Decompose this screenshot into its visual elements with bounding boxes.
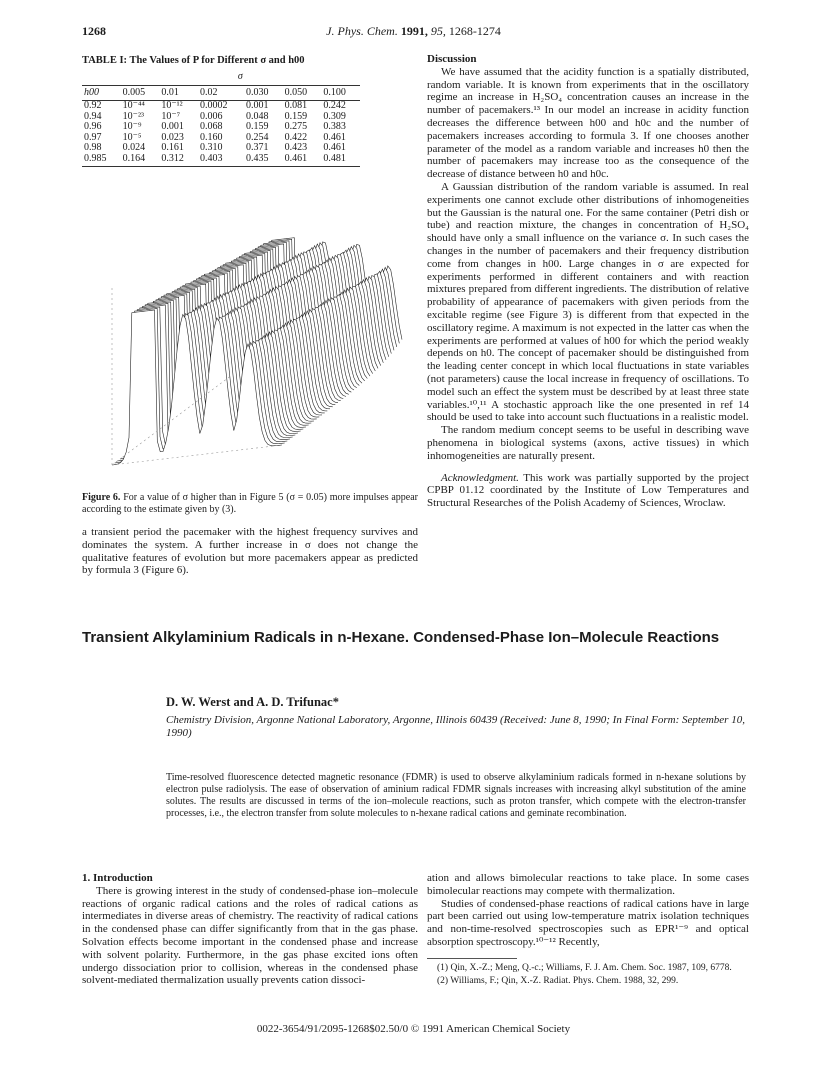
probability-table bbox=[82, 72, 360, 167]
table-cell: 10⁻⁴⁴ bbox=[122, 100, 145, 111]
table-cell: 0.461 bbox=[323, 131, 346, 143]
author-affiliation: Chemistry Division, Argonne National Laboratory, Argonne, Illinois 60439 (Received: June 8, 1990; In Final Form: September 10, 1990) bbox=[166, 714, 745, 739]
introduction-paragraph-2: Studies of condensed-phase reactions of radical cations have in large part been carried out using low-temperature matrix isolation techniques and non-time-resolved spectroscopies such as EPR¹⁻⁹ and optical absorption spectroscopy.¹⁰⁻¹² Recently, bbox=[427, 897, 749, 948]
table-cell: 0.006 bbox=[200, 110, 223, 122]
footnote-rule bbox=[427, 958, 517, 959]
table-cell: 0.068 bbox=[200, 121, 223, 132]
table-cell: 10⁻⁵ bbox=[122, 131, 142, 143]
acknowledgment-text: This work was partially supported by the project CPBP 01.12 coordinated by the Institute of Low Temperatures and Structural Researches of the Polish Academy of Sciences, Wroclaw. bbox=[427, 471, 749, 510]
acknowledgment-label: Acknowledgment. bbox=[441, 471, 519, 484]
row-h00-value: 0.985 bbox=[82, 154, 121, 167]
article-authors: D. W. Werst and A. D. Trifunac* bbox=[166, 695, 339, 709]
wave-surface-plot bbox=[82, 195, 418, 491]
sigma-col-header: 0.01 bbox=[159, 85, 198, 101]
table-row bbox=[82, 143, 360, 154]
discussion-section bbox=[427, 53, 749, 510]
sigma-col-header: 0.02 bbox=[198, 85, 244, 101]
h00-header: h00 bbox=[82, 85, 121, 101]
running-header bbox=[0, 24, 827, 39]
table-cell: 0.0002 bbox=[200, 100, 228, 111]
table-cell: 0.081 bbox=[284, 100, 308, 111]
row-h00-value: 0.97 bbox=[84, 131, 102, 143]
table-cell: 0.312 bbox=[159, 154, 198, 167]
table-cell: 0.242 bbox=[323, 100, 346, 111]
footnote-1: (1) Qin, X.-Z.; Meng, Q.-c.; Williams, F. J. Am. Chem. Soc. 1987, 109, 6778. bbox=[437, 963, 732, 973]
sigma-col-header: 0.030 bbox=[244, 85, 283, 101]
table-row bbox=[82, 154, 360, 167]
table-cell: 0.309 bbox=[323, 110, 346, 122]
table-label: TABLE I: bbox=[82, 55, 128, 66]
journal-volume: 95, bbox=[430, 24, 446, 38]
table-cell: 0.024 bbox=[122, 142, 146, 153]
journal-pages: 1268-1274 bbox=[448, 24, 501, 38]
copyright-footer: 0022-3654/91/2095-1268$02.50/0 © 1991 American Chemical Society bbox=[256, 1023, 571, 1035]
figure-caption bbox=[82, 492, 418, 516]
table-cell: 0.161 bbox=[161, 142, 184, 153]
table-cell: 0.310 bbox=[200, 142, 223, 153]
sigma-col-header: 0.005 bbox=[121, 85, 160, 101]
article-title: Transient Alkylaminium Radicals in n-Hexane. Condensed-Phase Ion–Molecule Reactions bbox=[82, 629, 720, 646]
table-cell: 0.435 bbox=[244, 154, 283, 167]
table-cell: 10⁻²³ bbox=[122, 110, 144, 122]
footnote-2: (2) Williams, F.; Qin, X.-Z. Radiat. Phys. Chem. 1988, 32, 299. bbox=[437, 975, 679, 986]
table-cell: 0.048 bbox=[245, 110, 269, 122]
table-cell: 0.254 bbox=[245, 131, 269, 143]
figure-label: Figure 6. bbox=[82, 492, 121, 503]
table-cell: 0.023 bbox=[161, 131, 184, 143]
table-cell: 0.159 bbox=[245, 121, 269, 132]
figure-6-plot bbox=[82, 195, 418, 491]
table-cell: 10⁻⁷ bbox=[161, 110, 181, 122]
table-cell: 0.164 bbox=[121, 154, 160, 167]
table-cell: 0.461 bbox=[283, 154, 322, 167]
discussion-paragraph-2: A Gaussian distribution of the random variable is assumed. In real experiments one cannot exclude other distributions of inhomogeneities but the Gaussian is the natural one. For the same container (Petri dish or tube) and reaction mixture, the changes in concentration of H₂SO₄ should have only a small influence on the variance σ. In such cases the changes in the number of pacemakers and their frequency distribution come from changes in h00. Large changes in σ are expected for experiments performed in different containers and with reaction mixtures prepared from different ingredients. The distribution of relative probability of appearance of pacemakers with given periods from the excitable regime (see Figure 3) is different from that expected in the oscillatory regime. A maximum is not expected in the latter cas when the experiments are performed at values of h00 for which the period weakly depends on h0. The concept of pacemaker should be distinguished from the leading center concept in which local fluctuations in state variables (not parameters) cause the local increase in frequency of oscillations. To model such an effect the system must be described by at least three state variables.¹⁰,¹¹ A stochastic approach like the one presented in ref 14 should be used to take into account such fluctuations in a realistic model. bbox=[427, 180, 749, 424]
table-cell: 0.001 bbox=[245, 100, 269, 111]
table-cell: 0.403 bbox=[198, 154, 244, 167]
sigma-header: σ bbox=[121, 72, 360, 85]
table-title bbox=[82, 55, 418, 66]
sigma-col-header: 0.050 bbox=[283, 85, 322, 101]
table-cell: 0.383 bbox=[323, 121, 346, 132]
table-cell: 0.371 bbox=[245, 142, 269, 153]
table-row bbox=[82, 122, 360, 133]
introduction-continuation: ation and allows bimolecular reactions to take place. In some cases bimolecular reactions may compete with thermalization. bbox=[427, 872, 749, 897]
footnotes bbox=[427, 963, 749, 988]
table-cell: 0.001 bbox=[161, 121, 184, 132]
table-cell: 0.423 bbox=[284, 142, 308, 153]
acknowledgment bbox=[427, 472, 749, 510]
introduction-paragraph-1: There is growing interest in the study of condensed-phase ion–molecule reactions of organic radical cations and the roles of radical cations as intermediates in diverse areas of chemistry. The reactivity of radical cations in the condensed phase can differ significantly from that in the gas phase. Solvation effects become important in the condensed phase and increase with solvent polarity. Furthermore, in the gas phase excited ions often undergo dissociation prior to collision, whereas in the condensed phase solvent-mediated thermalization usually prevents cation dissoci- bbox=[82, 884, 418, 987]
discussion-paragraph-3: The random medium concept seems to be useful in describing wave phenomena in biological systems (axons, active tissues) in which inhomogeneities are naturally present. bbox=[427, 424, 749, 462]
sigma-col-header: 0.100 bbox=[321, 85, 360, 101]
left-column-paragraph: a transient period the pacemaker with the highest frequency survives and dominates the system. A further increase in σ does not change the qualitative features of evolution but more pacemakers appear as predicted by formula 3 (Figure 6). bbox=[82, 526, 418, 577]
table-cell: 0.481 bbox=[321, 154, 360, 167]
table-row bbox=[82, 101, 360, 112]
table-cell: 0.461 bbox=[323, 142, 346, 153]
introduction-left bbox=[82, 872, 418, 987]
table-cell: 0.160 bbox=[200, 131, 223, 143]
table-cell: 10⁻⁹ bbox=[122, 121, 142, 132]
row-h00-value: 0.92 bbox=[84, 100, 102, 111]
table-caption: The Values of P for Different σ and h00 bbox=[129, 55, 305, 66]
row-h00-value: 0.96 bbox=[84, 121, 102, 132]
table-cell: 0.275 bbox=[284, 121, 308, 132]
page-number: 1268 bbox=[82, 24, 106, 38]
figure-caption-text: For a value of σ higher than in Figure 5 (σ = 0.05) more impulses appear according to the estimate given by (3). bbox=[82, 492, 419, 515]
discussion-paragraph-1: We have assumed that the acidity function is a spatially distributed, random variable. It is known from experiments that in the oscillatory regime an increase in H₂SO₄ concentration causes an increase in the number of pacemakers.¹³ In our model an increase in acidity function decreases the difference between h00 and h0c and the number of pacemakers increases according to formula 3. If one chooses another parameter of the model as a random variable and increases h0 then the number of pacemakers may increase too as the consequence of the decrease of distance between h0 and h0c. bbox=[427, 65, 749, 181]
journal-name: J. Phys. Chem. bbox=[326, 24, 398, 38]
introduction-heading: 1. Introduction bbox=[82, 872, 153, 884]
introduction-right bbox=[427, 872, 749, 949]
table-cell: 0.422 bbox=[284, 131, 308, 143]
journal-year: 1991, bbox=[400, 24, 428, 38]
row-h00-value: 0.94 bbox=[84, 110, 102, 122]
table-cell: 0.159 bbox=[284, 110, 308, 122]
article-abstract: Time-resolved fluorescence detected magnetic resonance (FDMR) is used to observe alkylaminium radicals formed in n-hexane solutions by electron pulse radiolysis. The ease of observation of aminium radical FDMR signals increases with increasing alkyl substitution of the amine solutes. The results are discussed in terms of the ion–molecule reactions, such as proton transfer, which compete with the electron-transfer processes, i.e., the electron transfer from solute molecules to n-hexane radical cations and geminate recombination. bbox=[166, 772, 746, 819]
discussion-heading: Discussion bbox=[427, 53, 477, 65]
row-h00-value: 0.98 bbox=[84, 142, 102, 153]
table-cell: 10⁻¹² bbox=[161, 100, 183, 111]
